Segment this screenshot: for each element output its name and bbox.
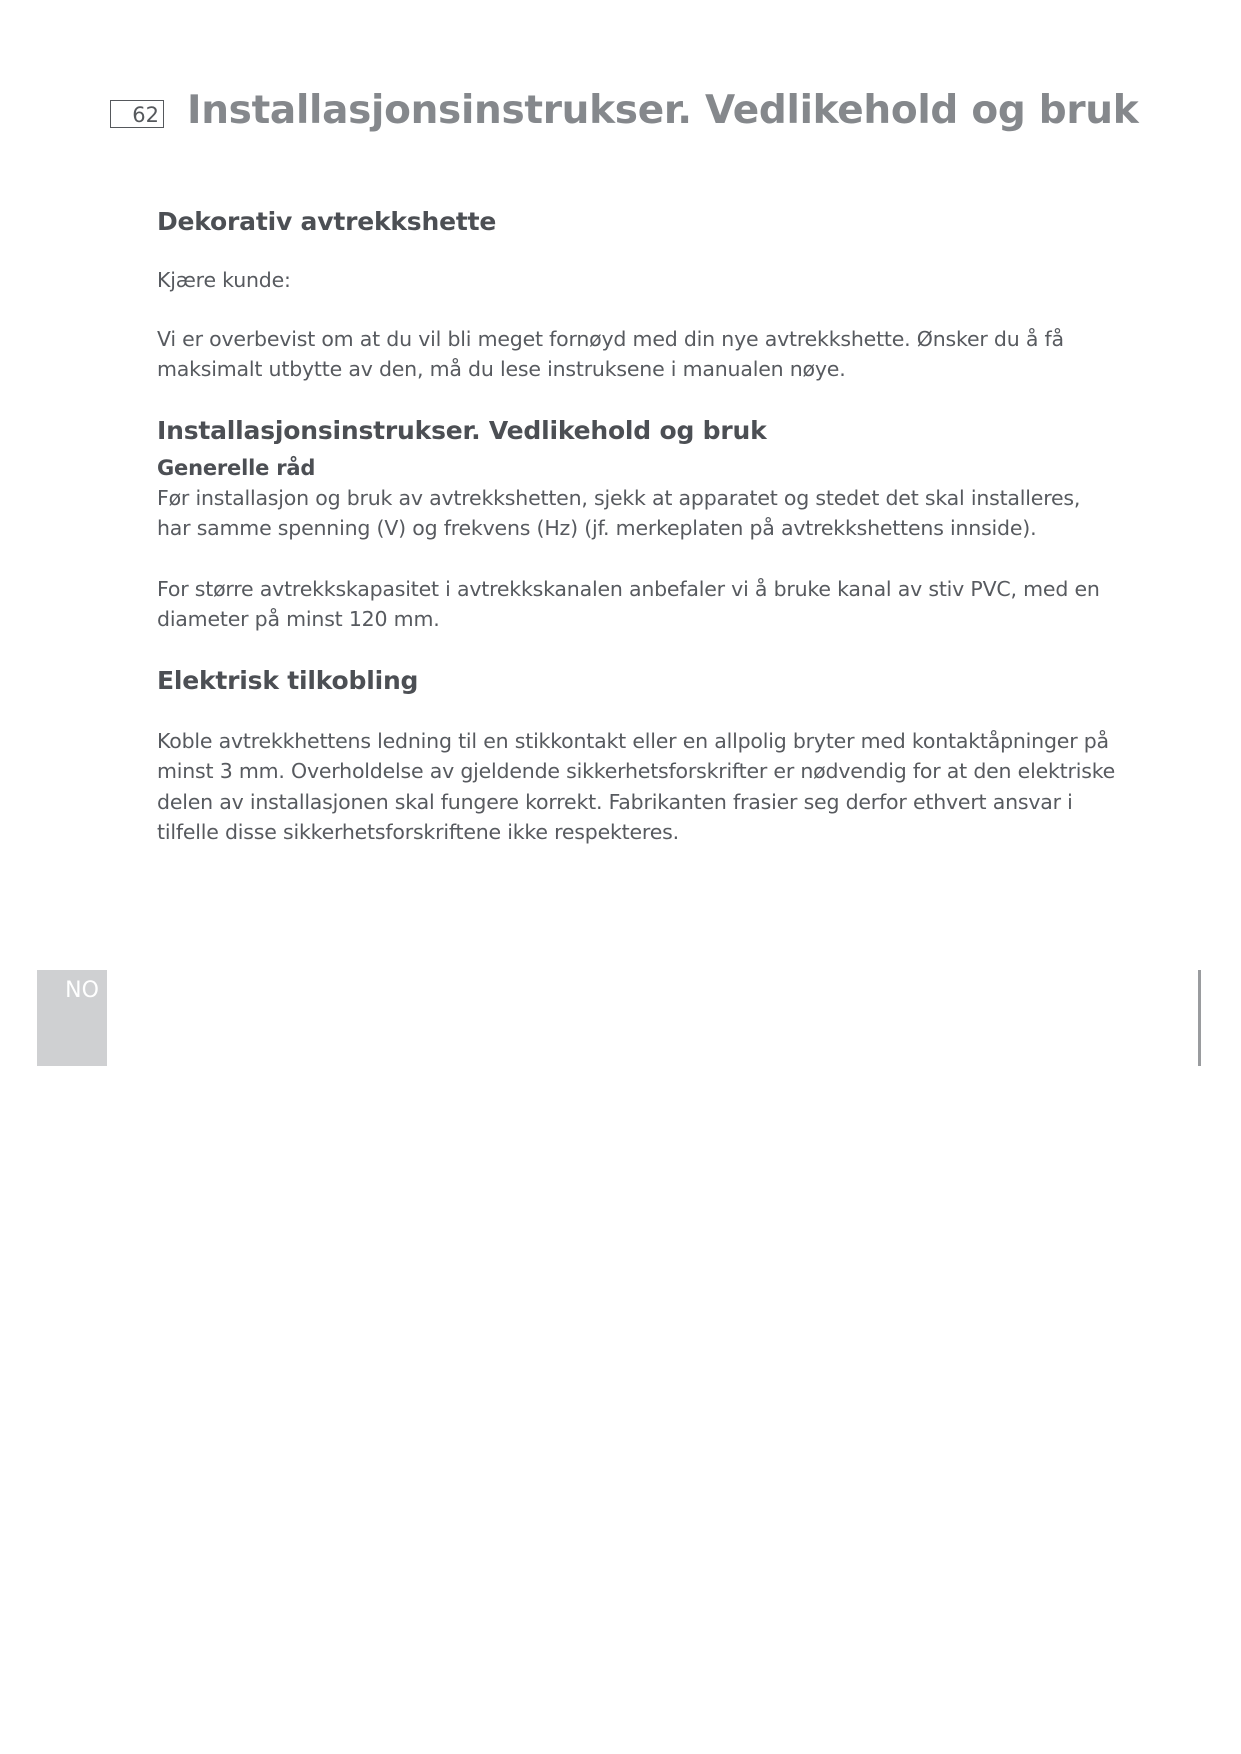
language-tab: [37, 970, 107, 1066]
install-heading: Installasjonsinstrukser. Vedlikehold og bruk: [157, 415, 767, 445]
page-title: Installasjonsinstrukser. Vedlikehold og bruk: [187, 88, 1139, 133]
language-tab-label: NO: [65, 978, 99, 1003]
intro-paragraph: Vi er overbevist om at du vil bli meget fornøyd med din nye avtrekkshette. Ønsker du å få maksimalt utbytte av den, må du lese instruksene i manualen nøye.: [157, 326, 1064, 381]
greeting: Kjære kunde:: [157, 268, 291, 292]
electrical-heading: Elektrisk tilkobling: [157, 665, 419, 695]
electrical-paragraph: Koble avtrekkhettens ledning til en stikkontakt eller en allpolig bryter med kontaktåpninger på minst 3 mm. Overholdelse av gjeldende sikkerhetsforskrifter er nødvendig for at den elektriske delen av installasjonen skal fungere korrekt. Fabrikanten frasier seg derfor ethvert ansvar i tilfelle disse sikkerhetsforskriftene ikke respekteres.: [157, 728, 1116, 844]
intro-heading: Dekorativ avtrekkshette: [157, 207, 497, 236]
right-margin-rule: [1198, 970, 1201, 1066]
document-body: [157, 205, 1117, 848]
general-advice-paragraph: Før installasjon og bruk av avtrekkshetten, sjekk at apparatet og stedet det skal installeres, har samme spenning (V) og frekvens (Hz) (jf. merkeplaten på avtrekkshettens innside).: [157, 485, 1081, 540]
capacity-paragraph: For større avtrekkskapasitet i avtrekkskanalen anbefaler vi å bruke kanal av stiv PVC, med en diameter på minst 120 mm.: [157, 576, 1100, 631]
general-advice-heading: Generelle råd: [157, 455, 316, 480]
page-number: 62: [110, 100, 164, 128]
